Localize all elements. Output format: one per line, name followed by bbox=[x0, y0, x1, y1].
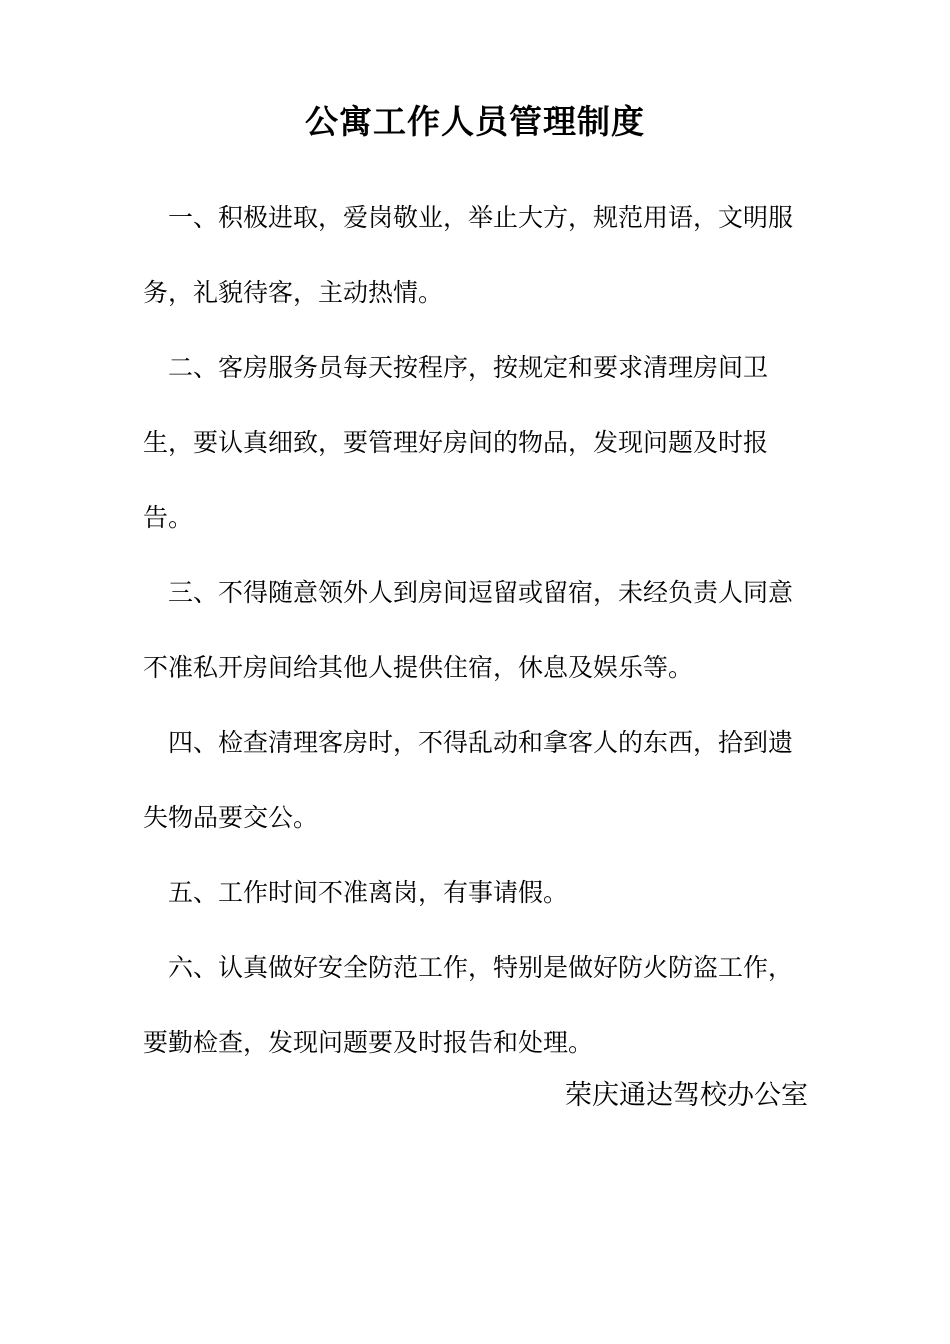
rule-paragraph-2: 二、客房服务员每天按程序，按规定和要求清理房间卫生，要认真细致，要管理好房间的物品，发现问题及时报告。 bbox=[143, 353, 769, 532]
rule-paragraph-1: 一、积极进取，爱岗敬业，举止大方，规范用语，文明服务，礼貌待客，主动热情。 bbox=[143, 203, 794, 307]
document-title: 公寓工作人员管理制度 bbox=[305, 102, 645, 141]
document-body bbox=[143, 180, 810, 1080]
rule-paragraph-3: 三、不得随意领外人到房间逗留或留宿，未经负责人同意不准私开房间给其他人提供住宿，休息及娱乐等。 bbox=[143, 578, 794, 682]
rule-paragraph-6: 六、认真做好安全防范工作，特别是做好防火防盗工作，要勤检查，发现问题要及时报告和处理。 bbox=[143, 953, 794, 1057]
rule-paragraph-5: 五、工作时间不准离岗，有事请假。 bbox=[168, 878, 569, 907]
issuer-signature: 荣庆通达驾校办公室 bbox=[565, 1080, 808, 1111]
rule-paragraph-4: 四、检查清理客房时，不得乱动和拿客人的东西，拾到遗失物品要交公。 bbox=[143, 728, 794, 832]
